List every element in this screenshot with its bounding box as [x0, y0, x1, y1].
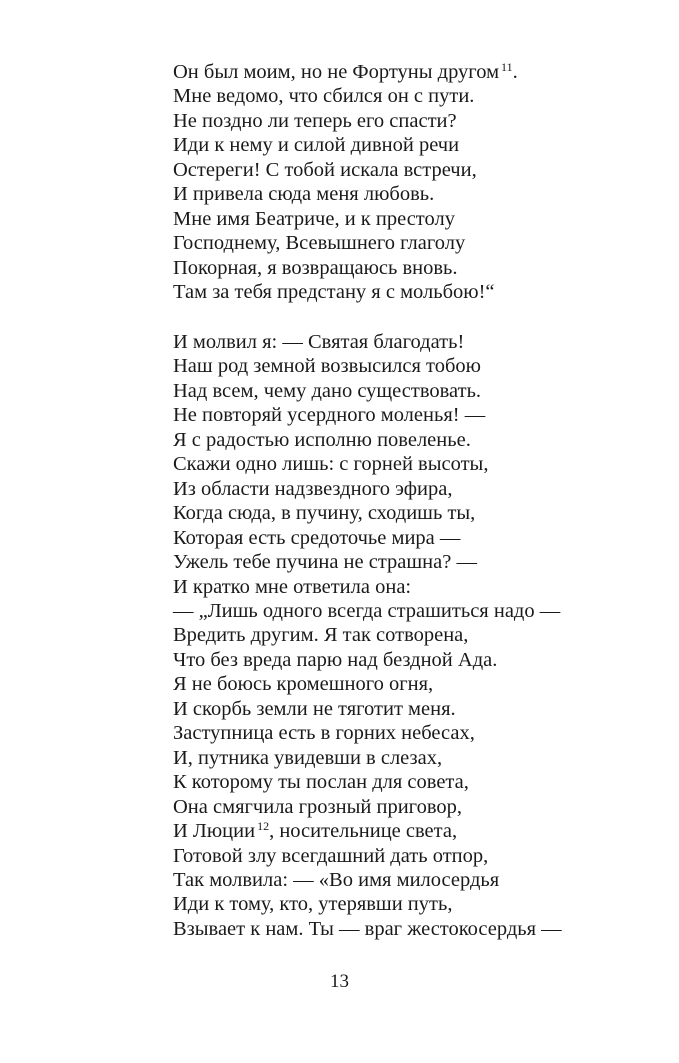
- verse-line: Остереги! С тобой искала встречи,: [173, 158, 477, 181]
- verse-line: Готовой злу всегдашний дать отпор,: [173, 844, 489, 867]
- verse-line: Взывает к нам. Ты — враг жестокосердья —: [173, 917, 562, 940]
- verse-line: И кратко мне ответила она:: [173, 575, 412, 598]
- verse-line-end: , носительнице света,: [269, 820, 458, 843]
- verse-line: Что без вреда парю над бездной Ада.: [173, 648, 498, 671]
- verse-line-text: Он был моим, но не Фортуны другом: [173, 61, 500, 83]
- verse-line: Я не боюсь кромешного огня,: [173, 673, 434, 696]
- verse-line: Над всем, чему дано существовать.: [173, 379, 482, 402]
- verse-line: Заступница есть в горних небесах,: [173, 722, 475, 745]
- verse-line: Вредить другим. Я так сотворена,: [173, 624, 469, 647]
- stanza-2: [173, 330, 562, 941]
- verse-line-text: И Люции: [173, 820, 256, 843]
- verse-line-end: .: [512, 61, 518, 83]
- verse-line: [173, 60, 518, 84]
- verse-line: И, путника увидевши в слезах,: [173, 746, 443, 769]
- verse-line: Которая есть средоточье мира —: [173, 526, 461, 549]
- verse-line: И скорбь земли не тяготит меня.: [173, 697, 456, 720]
- verse-line: Так молвила: — «Во имя милосердья: [173, 868, 500, 891]
- verse-line: — „Лишь одного всегда страшиться надо —: [173, 599, 561, 622]
- verse-line: Мне ведомо, что сбился он с пути.: [173, 85, 475, 108]
- verse-line: И привела сюда меня любовь.: [173, 183, 435, 206]
- verse-line: И молвил я: — Святая благодать!: [173, 331, 465, 353]
- verse-line: Господнему, Всевышнего глаголу: [173, 232, 466, 255]
- page-number: 13: [330, 971, 349, 992]
- verse-line: Наш род земной возвысился тобою: [173, 355, 481, 378]
- verse-line: Когда сюда, в пучину, сходишь ты,: [173, 502, 476, 525]
- verse-line: Не поздно ли теперь его спасти?: [173, 109, 457, 132]
- verse-line: [173, 819, 562, 843]
- verse-line: Иди к нему и силой дивной речи: [173, 134, 460, 157]
- verse-line: Мне имя Беатриче, и к престолу: [173, 207, 455, 230]
- footnote-marker-12: 12: [257, 819, 270, 834]
- verse-line: Не повторяй усердного моленья! —: [173, 404, 486, 427]
- verse-line: Из области надзвездного эфира,: [173, 477, 453, 500]
- verse-line: Там за тебя предстану я с мольбою!“: [173, 281, 495, 304]
- verse-line: Иди к тому, кто, утерявши путь,: [173, 893, 453, 916]
- stanza-1: [173, 60, 518, 305]
- verse-line: Ужель тебе пучина не страшна? —: [173, 551, 477, 574]
- verse-line: Покорная, я возвращаюсь вновь.: [173, 256, 458, 279]
- verse-line: Скажи одно лишь: с горней высоты,: [173, 453, 489, 476]
- footnote-marker-11: 11: [501, 60, 513, 74]
- verse-line: Я с радостью исполню повеленье.: [173, 428, 471, 451]
- verse-line: К которому ты послан для совета,: [173, 771, 469, 794]
- verse-line: Она смягчила грозный приговор,: [173, 795, 462, 818]
